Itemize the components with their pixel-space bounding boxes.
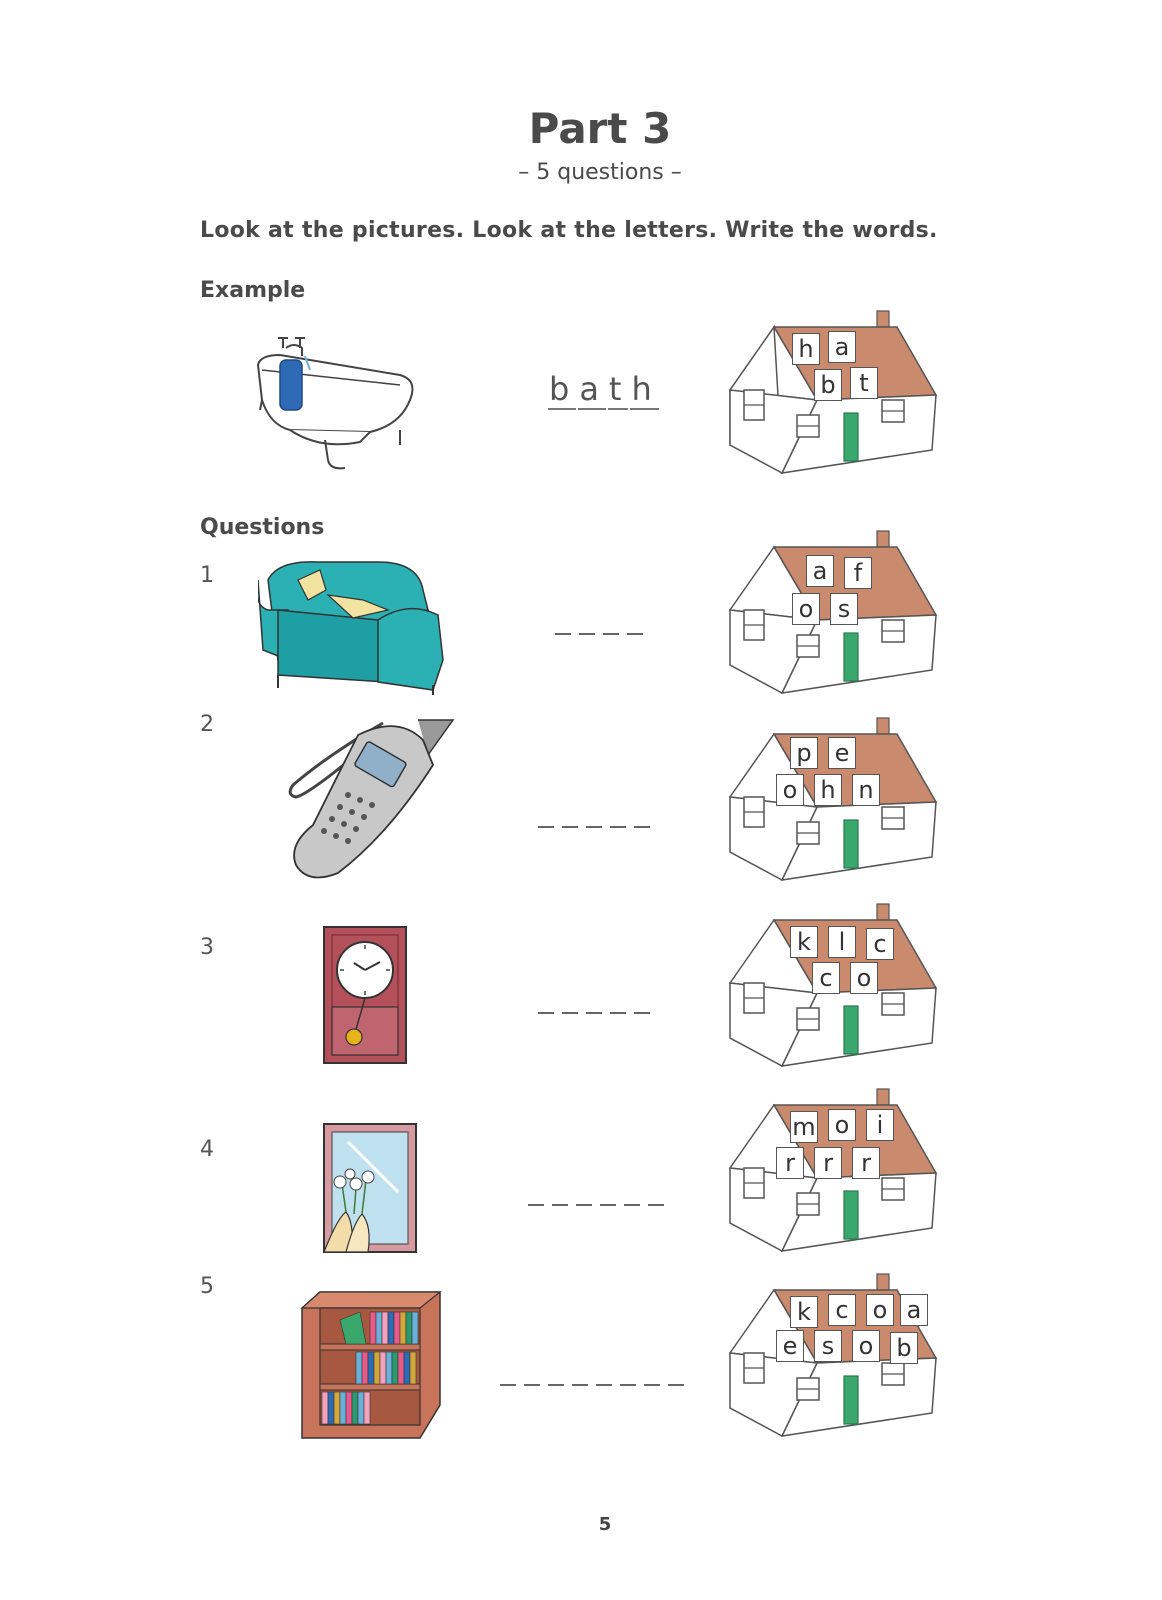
bookcase-icon [300, 1290, 445, 1440]
sofa-icon [258, 550, 450, 700]
example-heading: Example [200, 278, 306, 303]
letter-tile: o [792, 593, 820, 625]
letter-house-example [722, 305, 944, 480]
questions-heading: Questions [200, 515, 325, 540]
letter-tile: r [852, 1147, 880, 1179]
letter-tile: o [866, 1294, 894, 1326]
bath-icon [250, 330, 430, 480]
letter-tile: b [814, 369, 842, 401]
letter-tile: s [814, 1330, 842, 1362]
letter-tile: o [852, 1330, 880, 1362]
letter-tile: c [866, 928, 894, 960]
letter-tile: e [828, 737, 856, 769]
letter-tile: l [828, 926, 856, 958]
letter-tile: f [844, 557, 872, 589]
mirror-icon [318, 1122, 420, 1257]
answer-blanks[interactable] [528, 1204, 672, 1206]
answer-blanks[interactable] [538, 826, 658, 828]
letter-tile: p [790, 737, 818, 769]
letter-house-2 [722, 712, 944, 887]
question-number: 5 [200, 1274, 214, 1299]
page-subtitle: – 5 questions – [518, 160, 682, 185]
letter-house-5 [722, 1268, 944, 1443]
letter-tile: s [830, 593, 858, 625]
page-title: Part 3 [528, 104, 672, 153]
answer-letter: h [631, 370, 658, 408]
example-answer [548, 370, 661, 408]
letter-tile: a [806, 555, 834, 587]
question-number: 1 [200, 563, 214, 588]
letter-tile: n [852, 774, 880, 806]
letter-tile: a [900, 1294, 928, 1326]
letter-tile: t [850, 367, 878, 399]
phone-icon [288, 715, 458, 885]
answer-blanks[interactable] [538, 1012, 658, 1014]
letter-tile: k [790, 1296, 818, 1328]
instructions: Look at the pictures. Look at the letters. Write the words. [200, 218, 938, 243]
letter-tile: b [890, 1332, 918, 1364]
letter-tile: r [776, 1147, 804, 1179]
letter-tile: h [814, 774, 842, 806]
clock-icon [322, 925, 412, 1070]
answer-blanks[interactable] [555, 633, 651, 635]
letter-tile: k [790, 926, 818, 958]
letter-tile: c [828, 1294, 856, 1326]
letter-tile: e [776, 1330, 804, 1362]
letter-house-1 [722, 525, 944, 700]
page-number: 5 [598, 1514, 612, 1535]
letter-tile: a [828, 331, 856, 363]
answer-blanks[interactable] [500, 1384, 692, 1386]
question-number: 4 [200, 1137, 214, 1162]
letter-tile: i [866, 1109, 894, 1141]
answer-letter: a [579, 370, 605, 408]
letter-tile: c [812, 962, 840, 994]
letter-tile: o [828, 1109, 856, 1141]
letter-tile: o [776, 774, 804, 806]
question-number: 3 [200, 935, 214, 960]
letter-tile: m [790, 1111, 818, 1143]
letter-house-3 [722, 898, 944, 1073]
letter-tile: o [850, 962, 878, 994]
letter-house-4 [722, 1083, 944, 1258]
letter-tile: h [792, 333, 820, 365]
letter-tile: r [814, 1147, 842, 1179]
answer-letter: b [549, 370, 576, 408]
answer-letter: t [608, 370, 628, 408]
question-number: 2 [200, 712, 214, 737]
